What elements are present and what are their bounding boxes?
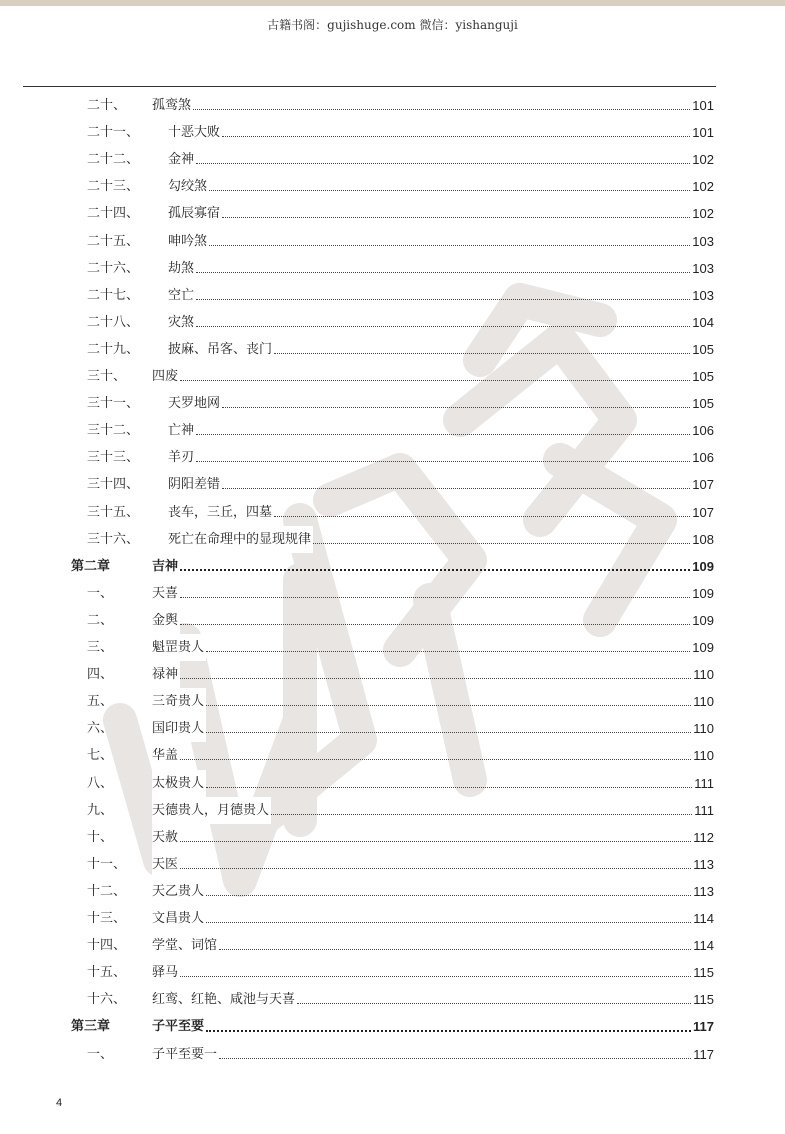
- toc-number: 五、: [87, 694, 114, 710]
- toc-title[interactable]: 披麻、吊客、丧门: [168, 336, 274, 363]
- toc-title[interactable]: 死亡在命理中的显现规律: [168, 526, 313, 553]
- toc-title[interactable]: 天乙贵人: [152, 878, 206, 905]
- toc-leader-dots: [219, 1058, 691, 1059]
- toc-chapter-row[interactable]: [0, 553, 785, 580]
- toc-number: 九、: [87, 802, 114, 818]
- toc-leader-dots: [271, 814, 692, 815]
- page-number: 4: [56, 1097, 63, 1109]
- toc-row[interactable]: [0, 336, 785, 363]
- toc-number: 八、: [87, 775, 114, 791]
- toc-leader-dots: [222, 136, 690, 137]
- toc-title[interactable]: 文昌贵人: [152, 905, 206, 932]
- toc-page-number: 113: [693, 856, 714, 872]
- toc-row[interactable]: [0, 878, 785, 905]
- toc-row[interactable]: [0, 824, 785, 851]
- toc-row[interactable]: [0, 986, 785, 1013]
- toc-leader-dots: [206, 705, 691, 706]
- toc-number: 二十二、: [87, 152, 140, 168]
- toc-page-number: 114: [693, 938, 714, 954]
- toc-title[interactable]: 空亡: [168, 282, 196, 309]
- toc-number: 十、: [87, 829, 114, 845]
- toc-row[interactable]: [0, 173, 785, 200]
- toc-title[interactable]: 勾绞煞: [168, 173, 209, 200]
- toc-row[interactable]: [0, 92, 785, 119]
- toc-title[interactable]: 天医: [152, 851, 180, 878]
- toc-row[interactable]: [0, 363, 785, 390]
- toc-row[interactable]: [0, 200, 785, 227]
- toc-row[interactable]: [0, 390, 785, 417]
- toc-page-number: 111: [694, 802, 714, 818]
- toc-row[interactable]: [0, 634, 785, 661]
- toc-leader-dots: [206, 787, 692, 788]
- toc-page-number: 106: [692, 450, 714, 466]
- toc-page-number: 112: [693, 829, 714, 845]
- toc-page-number: 106: [692, 423, 714, 439]
- toc-title[interactable]: 金神: [168, 146, 196, 173]
- toc-leader-dots: [196, 272, 690, 273]
- toc-page-number: 113: [693, 883, 714, 899]
- toc-page-number: 105: [692, 369, 714, 384]
- toc-number: 三十六、: [87, 531, 140, 547]
- toc-page-number: 102: [692, 206, 714, 222]
- toc-row[interactable]: [0, 661, 785, 688]
- toc-title[interactable]: 子平至要: [152, 1013, 206, 1040]
- toc-page-number: 103: [692, 260, 714, 276]
- toc-number: 四、: [87, 667, 114, 683]
- toc-leader-dots: [180, 380, 690, 381]
- toc-title[interactable]: 驿马: [152, 959, 180, 986]
- toc-page-number: 117: [693, 1019, 714, 1035]
- toc-page-number: 115: [693, 992, 714, 1008]
- toc-leader-dots: [209, 190, 690, 191]
- toc-page-number: 114: [693, 911, 714, 926]
- toc-row[interactable]: [0, 715, 785, 742]
- toc-number: 二十三、: [87, 179, 140, 195]
- toc-number: 二十九、: [87, 341, 140, 357]
- toc-row[interactable]: [0, 905, 785, 932]
- toc-title[interactable]: 华盖: [152, 742, 180, 769]
- toc-title[interactable]: 魁罡贵人: [152, 634, 206, 661]
- toc-leader-dots: [206, 1030, 691, 1032]
- toc-title[interactable]: 天罗地网: [168, 390, 222, 417]
- toc-page-number: 102: [692, 152, 714, 168]
- toc-page-number: 109: [692, 585, 714, 601]
- toc-number: 十一、: [87, 856, 127, 872]
- toc-leader-dots: [222, 488, 690, 489]
- toc-number: 三十、: [87, 369, 127, 384]
- toc-title[interactable]: 太极贵人: [152, 770, 206, 797]
- toc-row[interactable]: [0, 119, 785, 146]
- toc-row[interactable]: [0, 580, 785, 607]
- toc-number: 二十一、: [87, 125, 140, 141]
- toc-page-number: 105: [692, 396, 714, 412]
- toc-page-number: 115: [693, 965, 714, 981]
- toc-page-number: 109: [692, 612, 714, 628]
- toc-title[interactable]: 十恶大败: [168, 119, 222, 146]
- toc-leader-dots: [180, 678, 691, 679]
- toc-title[interactable]: 劫煞: [168, 255, 196, 282]
- toc-chapter-row[interactable]: [0, 1013, 785, 1040]
- toc-title[interactable]: 学堂、词馆: [152, 932, 219, 959]
- toc-row[interactable]: [0, 959, 785, 986]
- toc-page-number: 102: [692, 179, 714, 195]
- toc-row[interactable]: [0, 282, 785, 309]
- toc-title[interactable]: 灾煞: [168, 309, 196, 336]
- toc-page-number: 108: [692, 531, 714, 547]
- toc-number: 三十三、: [87, 450, 140, 466]
- toc-leader-dots: [180, 976, 691, 977]
- toc-page-number: 117: [693, 1046, 714, 1062]
- toc-leader-dots: [209, 245, 690, 246]
- toc-leader-dots: [274, 353, 690, 354]
- toc-number: 三十五、: [87, 504, 140, 520]
- toc-title[interactable]: 天赦: [152, 824, 180, 851]
- toc-title[interactable]: 阴阳差错: [168, 471, 222, 498]
- toc-number: 二十八、: [87, 314, 140, 330]
- toc-page-number: 103: [692, 287, 714, 303]
- toc-row[interactable]: [0, 471, 785, 498]
- toc-row[interactable]: [0, 770, 785, 797]
- toc-row[interactable]: [0, 1041, 785, 1068]
- toc-title[interactable]: 孤辰寡宿: [168, 200, 222, 227]
- toc-leader-dots: [219, 949, 691, 950]
- toc-title[interactable]: 子平至要一: [152, 1041, 219, 1068]
- toc-title[interactable]: 羊刃: [168, 444, 196, 471]
- toc-page-number: 107: [692, 477, 714, 493]
- toc-leader-dots: [196, 326, 690, 327]
- toc-leader-dots: [196, 434, 690, 435]
- toc-row[interactable]: [0, 797, 785, 824]
- toc-number: 十六、: [87, 992, 127, 1008]
- toc-number: 二十四、: [87, 206, 140, 222]
- toc-number: 六、: [87, 721, 114, 737]
- toc-row[interactable]: [0, 309, 785, 336]
- toc-leader-dots: [206, 732, 691, 733]
- toc-leader-dots: [193, 109, 690, 110]
- toc-row[interactable]: [0, 417, 785, 444]
- top-border: [0, 0, 785, 6]
- toc-title[interactable]: 三奇贵人: [152, 688, 206, 715]
- toc-number: 三十四、: [87, 477, 140, 493]
- toc-number: 三十二、: [87, 423, 140, 439]
- toc-title[interactable]: 天德贵人，月德贵人: [152, 797, 271, 824]
- toc-page-number: 111: [694, 775, 714, 791]
- toc-page-number: 107: [692, 504, 714, 520]
- toc-number: 第三章: [71, 1019, 111, 1035]
- toc-number: 三十一、: [87, 396, 140, 412]
- toc-page-number: 109: [692, 558, 714, 574]
- toc-leader-dots: [196, 299, 690, 300]
- toc-leader-dots: [206, 895, 691, 896]
- toc-number: 第二章: [71, 558, 111, 574]
- page-header: 古籍书阁：gujishuge.com 微信：yishanguji: [267, 18, 518, 32]
- toc-page-number: 110: [693, 667, 714, 683]
- toc-title[interactable]: 红鸾、红艳、咸池与天喜: [152, 986, 297, 1013]
- toc-row[interactable]: [0, 255, 785, 282]
- toc-title[interactable]: 呻吟煞: [168, 228, 209, 255]
- toc-leader-dots: [180, 624, 690, 625]
- toc-leader-dots: [313, 543, 690, 544]
- toc-title[interactable]: 金舆: [152, 607, 180, 634]
- toc-row[interactable]: [0, 228, 785, 255]
- toc-title[interactable]: 亡神: [168, 417, 196, 444]
- toc-leader-dots: [180, 868, 691, 869]
- toc-page-number: 110: [693, 748, 714, 764]
- toc-title[interactable]: 国印贵人: [152, 715, 206, 742]
- toc-title[interactable]: 孤鸾煞: [152, 92, 193, 119]
- toc-row[interactable]: [0, 444, 785, 471]
- toc-leader-dots: [222, 407, 690, 408]
- toc-title[interactable]: 吉神: [152, 553, 180, 580]
- toc-leader-dots: [180, 597, 690, 598]
- toc-leader-dots: [206, 922, 691, 923]
- toc-page-number: 104: [692, 314, 714, 330]
- toc-page-number: 110: [693, 721, 714, 737]
- toc-leader-dots: [274, 516, 690, 517]
- toc-leader-dots: [180, 569, 690, 571]
- toc-row[interactable]: [0, 146, 785, 173]
- toc-number: 二、: [87, 612, 114, 628]
- toc-number: 十五、: [87, 965, 127, 981]
- toc-leader-dots: [222, 217, 690, 218]
- toc-leader-dots: [196, 461, 690, 462]
- toc-number: 二十五、: [87, 233, 140, 249]
- toc-number: 一、: [87, 585, 114, 601]
- toc-number: 三、: [87, 640, 114, 655]
- toc-number: 十四、: [87, 938, 127, 954]
- toc-row[interactable]: [0, 607, 785, 634]
- toc-number: 二十六、: [87, 260, 140, 276]
- toc-leader-dots: [180, 841, 691, 842]
- toc-leader-dots: [206, 651, 690, 652]
- toc-leader-dots: [196, 163, 690, 164]
- toc-page-number: 101: [692, 98, 714, 113]
- toc-row[interactable]: [0, 688, 785, 715]
- toc-row[interactable]: [0, 851, 785, 878]
- toc-leader-dots: [180, 759, 691, 760]
- header-rule: [23, 86, 716, 87]
- toc-number: 一、: [87, 1046, 114, 1062]
- toc-number: 二十、: [87, 98, 127, 113]
- toc-row[interactable]: [0, 499, 785, 526]
- toc-leader-dots: [297, 1003, 691, 1004]
- toc-number: 七、: [87, 748, 114, 764]
- toc-number: 十二、: [87, 883, 127, 899]
- toc-title[interactable]: 丧车，三丘，四墓: [168, 499, 274, 526]
- toc-page-number: 109: [692, 640, 714, 655]
- toc-row[interactable]: [0, 932, 785, 959]
- toc-title[interactable]: 天喜: [152, 580, 180, 607]
- toc-number: 二十七、: [87, 287, 140, 303]
- toc-title[interactable]: 禄神: [152, 661, 180, 688]
- toc-page-number: 101: [692, 125, 714, 141]
- toc-title[interactable]: 四废: [152, 363, 180, 390]
- toc-number: 十三、: [87, 911, 127, 926]
- toc-row[interactable]: [0, 526, 785, 553]
- toc-page-number: 105: [692, 341, 714, 357]
- toc-row[interactable]: [0, 742, 785, 769]
- toc-page-number: 103: [692, 233, 714, 249]
- toc-page-number: 110: [693, 694, 714, 710]
